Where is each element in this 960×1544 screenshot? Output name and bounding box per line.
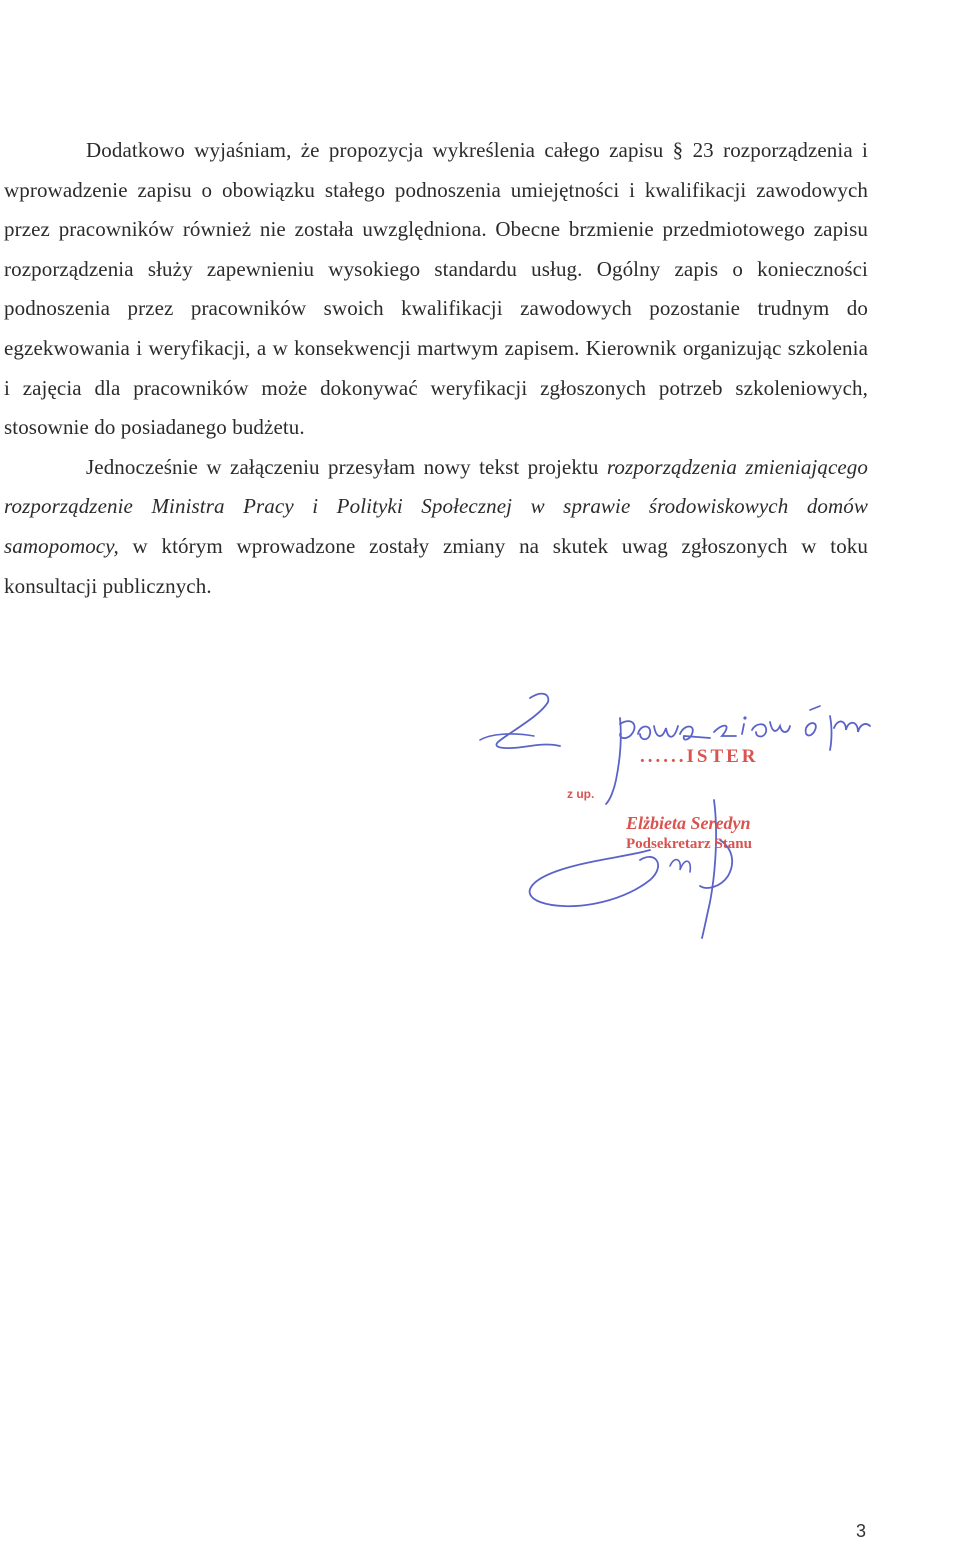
stamp-on-behalf: z up.	[567, 787, 595, 801]
stamp-signatory-name: Elżbieta Seredyn	[626, 813, 751, 833]
signature-block	[470, 680, 920, 950]
regulation-title-italic: rozporządzenia zmieniającego rozporządzenie Ministra Pracy i Polityki Społecznej w sprawie środowiskowych domów samopomocy,	[4, 454, 869, 558]
page-number: 3	[856, 1521, 867, 1541]
paragraph-attachment	[4, 448, 868, 606]
stamp-minister: ......ISTER	[640, 746, 759, 767]
paragraph-attachment-end: w którym wprowadzone zostały zmiany na skutek uwag zgłoszonych w toku konsultacji publicznych.	[4, 533, 868, 598]
stamp-signatory-title: Podsekretarz Stanu	[626, 836, 752, 852]
paragraph-explanation: Dodatkowo wyjaśniam, że propozycja wykreślenia całego zapisu § 23 rozporządzenia i wprowadzenie zapisu o obowiązku stałego podnoszenia umiejętności i kwalifikacji zawodowych przez pracowników również nie została uwzględniona. Obecne brzmienie przedmiotowego zapisu rozporządzenia służy zapewnieniu wysokiego standardu usług. Ogólny zapis o konieczności podnoszenia przez pracowników swoich kwalifikacji zawodowych pozostanie trudnym do egzekwowania i weryfikacji, a w konsekwencji martwym zapisem. Kierownik organizując szkolenia i zajęcia dla pracowników może dokonywać weryfikacji zgłoszonych potrzeb szkoleniowych, stosownie do posiadanego budżetu.	[4, 138, 868, 440]
letter-body	[4, 131, 868, 606]
paragraph-attachment-start: Jednocześnie w załączeniu przesyłam nowy tekst projektu	[86, 454, 607, 479]
